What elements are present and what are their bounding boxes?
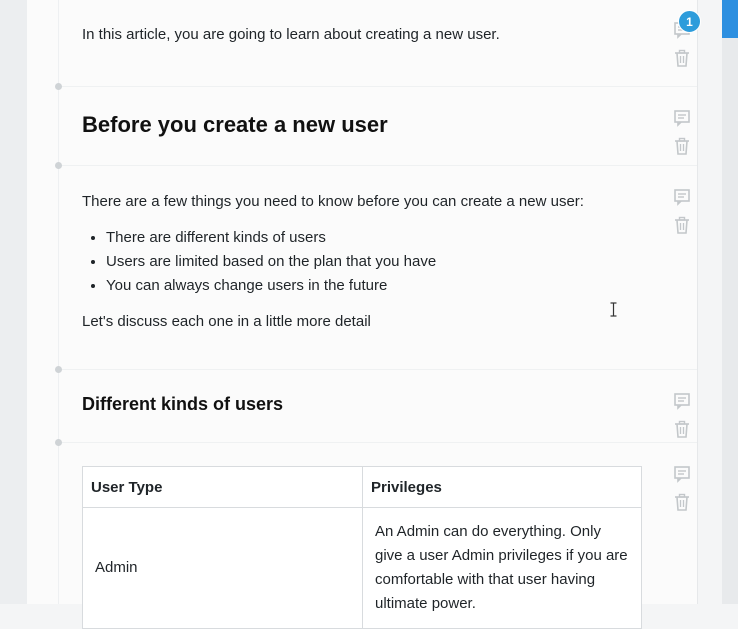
block-separator [59,442,697,443]
block-separator [59,165,697,166]
block-separator [59,369,697,370]
block-handle[interactable] [55,83,62,90]
trash-icon[interactable] [673,49,691,67]
comment-icon[interactable] [673,465,691,483]
table-cell[interactable]: Admin [83,508,363,629]
trash-icon[interactable] [673,137,691,155]
comment-count-badge[interactable]: 1 [678,10,701,33]
text-cursor-icon [609,302,618,317]
comment-icon[interactable] [673,109,691,127]
list-item: • Users are limited based on the plan that you have [106,250,657,274]
scrollbar-track[interactable] [722,0,738,604]
intro-paragraph[interactable]: In this article, you are going to learn about creating a new user. [82,26,500,43]
bullet-list [82,226,657,298]
subsection-heading[interactable]: Different kinds of users [82,394,284,414]
block-actions [670,392,694,448]
block-handle[interactable] [55,162,62,169]
scrollbar-thumb[interactable] [722,0,738,38]
comment-icon[interactable] [673,188,691,206]
table-header-row [83,467,642,508]
block-separator [59,86,697,87]
trash-icon[interactable] [673,493,691,511]
table-header-cell: User Type [83,467,363,508]
block-handle[interactable] [55,439,62,446]
list-intro: There are a few things you need to know before you can create a new user: [82,193,584,210]
list-item: • There are different kinds of users [106,226,657,250]
block-actions [670,465,694,521]
list-block[interactable] [82,190,657,334]
list-outro: Let's discuss each one in a little more detail [82,313,371,330]
list-item: • You can always change users in the future [106,274,657,298]
table-header-cell: Privileges [363,467,642,508]
trash-icon[interactable] [673,420,691,438]
block-actions [670,109,694,165]
editor-panel [27,0,698,612]
block-gutter-line [58,0,59,604]
left-sidebar-strip [0,0,28,604]
section-heading[interactable]: Before you create a new user [82,112,388,137]
table-cell[interactable]: An Admin can do everything. Only give a user Admin privileges if you are comfortable with that user having ultimate power. [363,508,642,629]
comment-icon[interactable] [673,392,691,410]
table-row [83,508,642,629]
trash-icon[interactable] [673,216,691,234]
block-actions [670,188,694,244]
user-types-table[interactable] [82,466,642,629]
block-handle[interactable] [55,366,62,373]
